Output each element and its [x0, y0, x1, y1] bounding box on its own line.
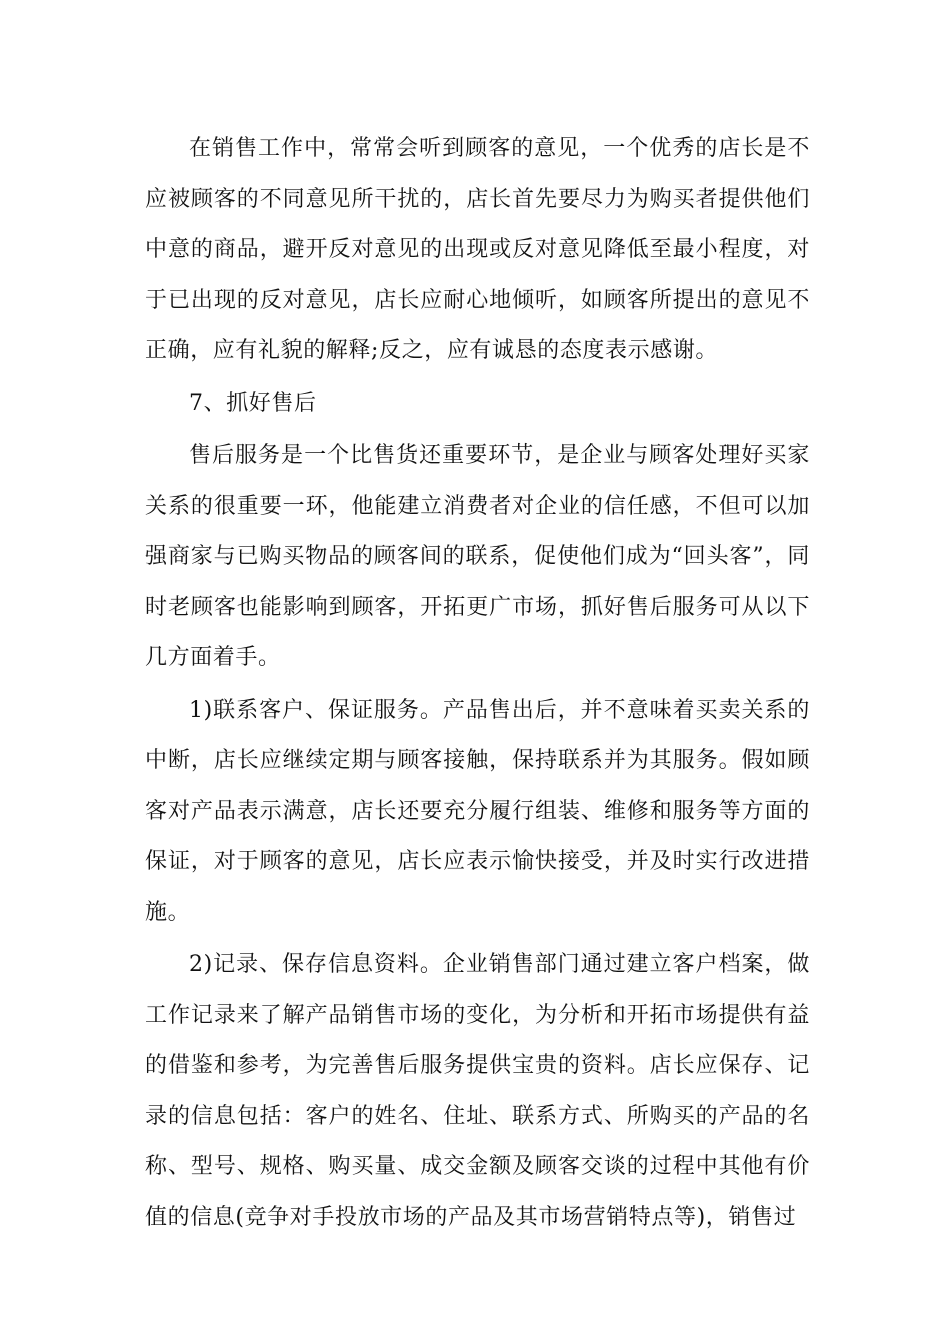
paragraph-contact-customers: 1)联系客户、保证服务。产品售出后，并不意味着买卖关系的中断，店长应继续定期与顾客接触，保持联系并为其服务。假如顾客对产品表示满意，店长还要充分履行组装、维修和服务等方面的保证，对于顾客的意见，店长应表示愉快接受，并及时实行改进措施。: [145, 697, 810, 925]
paragraph-record-information: 2)记录、保存信息资料。企业销售部门通过建立客户档案，做工作记录来了解产品销售市场的变化，为分析和开拓市场提供有益的借鉴和参考，为完善售后服务提供宝贵的资料。店长应保存、记录的信息包括：客户的姓名、住址、联系方式、所购买的产品的名称、型号、规格、购买量、成交金额及顾客交谈的过程中其他有价值的信息(竞争对手投放市场的产品及其市场营销特点等)，销售过: [145, 952, 810, 1230]
paragraph-customer-opinions: 在销售工作中，常常会听到顾客的意见，一个优秀的店长是不应被顾客的不同意见所干扰的，店长首先要尽力为购买者提供他们中意的商品，避开反对意见的出现或反对意见降低至最小程度，对于已出现的反对意见，店长应耐心地倾听，如顾客所提出的意见不正确，应有礼貌的解释;反之，应有诚恳的态度表示感谢。: [145, 136, 810, 363]
paragraph-after-sales-service: 售后服务是一个比售货还重要环节，是企业与顾客处理好买家关系的很重要一环，他能建立消费者对企业的信任感，不但可以加强商家与已购买物品的顾客间的联系，促使他们成为“回头客”，同时老顾客也能影响到顾客，开拓更广市场，抓好售后服务可从以下几方面着手。: [145, 443, 810, 670]
document-page: [145, 124, 810, 1245]
section-heading-after-sales: 7、抓好售后: [189, 390, 317, 416]
